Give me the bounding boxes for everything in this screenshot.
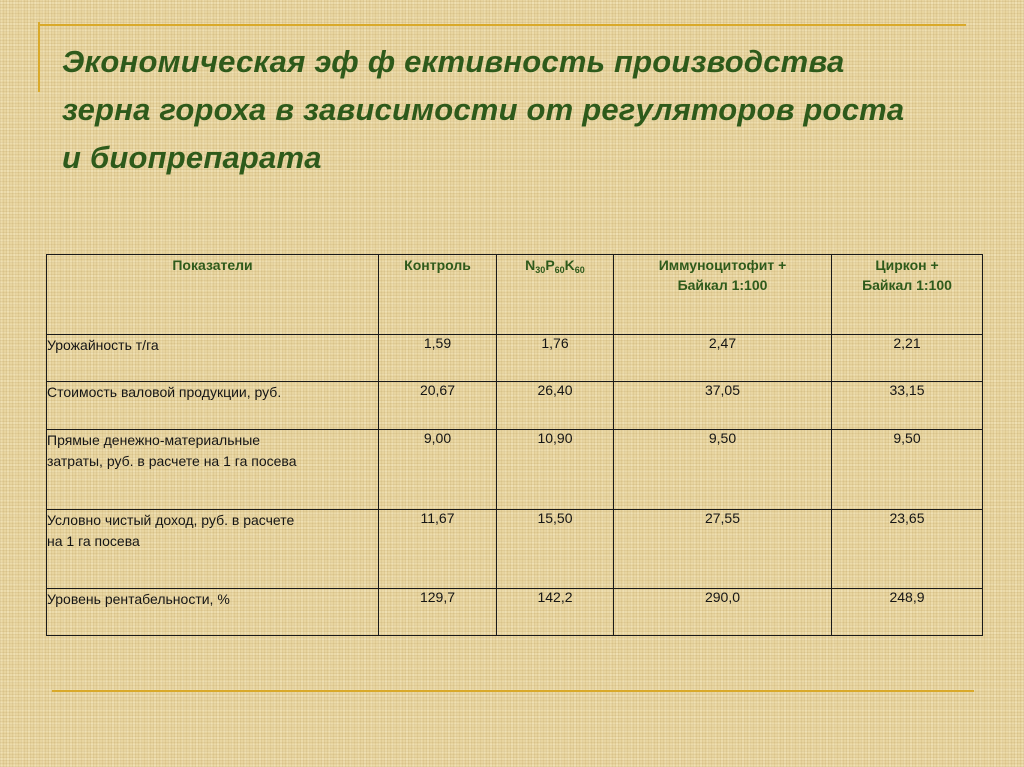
cell-value: 2,21 — [832, 335, 983, 382]
cell-value: 2,47 — [614, 335, 832, 382]
table-row — [47, 430, 983, 510]
cell-value: 142,2 — [497, 589, 614, 636]
decorative-top-line — [40, 24, 966, 26]
cell-value: 15,50 — [497, 510, 614, 589]
title-line-2: зерна гороха в зависимости от регуляторов роста — [62, 92, 905, 127]
header-indicator: Показатели — [47, 255, 379, 335]
cell-value: 248,9 — [832, 589, 983, 636]
table-row — [47, 335, 983, 382]
row-label-gross-output: Стоимость валовой продукции, руб. — [47, 382, 379, 430]
table-row — [47, 510, 983, 589]
table-row — [47, 589, 983, 636]
table-row — [47, 382, 983, 430]
header-control: Контроль — [379, 255, 497, 335]
cell-value: 9,50 — [832, 430, 983, 510]
cell-value: 27,55 — [614, 510, 832, 589]
cell-value: 26,40 — [497, 382, 614, 430]
title-line-3: и биопрепарата — [62, 140, 322, 175]
cell-value: 11,67 — [379, 510, 497, 589]
row-label-yield: Урожайность т/га — [47, 335, 379, 382]
table-header-row — [47, 255, 983, 335]
cell-value: 9,50 — [614, 430, 832, 510]
cell-value: 23,65 — [832, 510, 983, 589]
cell-value: 9,00 — [379, 430, 497, 510]
cell-value: 1,76 — [497, 335, 614, 382]
header-immunocytophyte-baikal: Иммуноцитофит + Байкал 1:100 — [614, 255, 832, 335]
cell-value: 33,15 — [832, 382, 983, 430]
cell-value: 37,05 — [614, 382, 832, 430]
cell-value: 290,0 — [614, 589, 832, 636]
cell-value: 10,90 — [497, 430, 614, 510]
slide-title — [62, 38, 982, 182]
header-npk: $N_{30}P_{60}K_{60}$ — [497, 255, 614, 335]
cell-value: 1,59 — [379, 335, 497, 382]
decorative-left-line — [38, 22, 40, 92]
row-label-net-income: Условно чистый доход, руб. в расчете на 1 га посева — [47, 510, 379, 589]
efficiency-table — [46, 254, 983, 636]
row-label-profitability: Уровень рентабельности, % — [47, 589, 379, 636]
decorative-bottom-line — [52, 690, 974, 692]
cell-value: 20,67 — [379, 382, 497, 430]
cell-value: 129,7 — [379, 589, 497, 636]
title-line-1: Экономическая эф ф ективность производства — [62, 44, 845, 79]
header-zircon-baikal: Циркон + Байкал 1:100 — [832, 255, 983, 335]
row-label-direct-costs: Прямые денежно-материальные затраты, руб. в расчете на 1 га посева — [47, 430, 379, 510]
